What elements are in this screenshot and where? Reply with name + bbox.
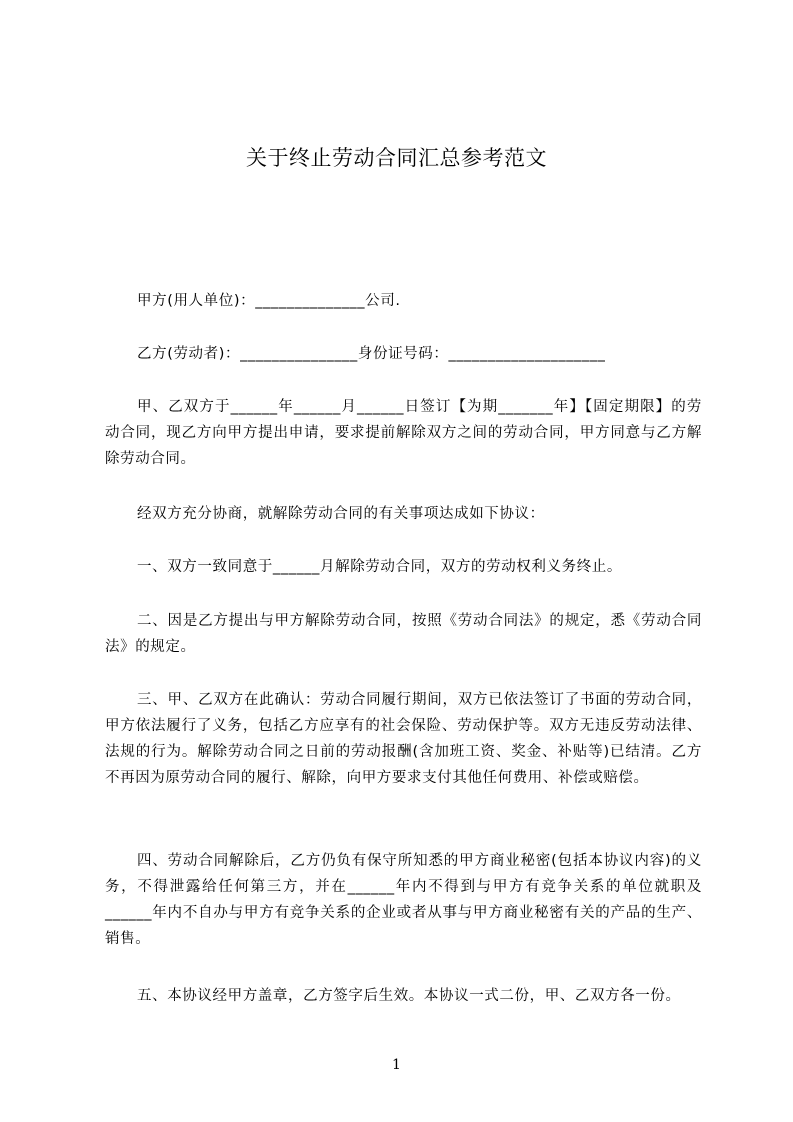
page-number: 1 — [392, 1057, 401, 1073]
document-title: 关于终止劳动合同汇总参考范文 — [246, 146, 547, 170]
clause-4-paragraph: 四、劳动合同解除后，乙方仍负有保守所知悉的甲方商业秘密(包括本协议内容)的义务，不得泄露给任何第三方，并在______年内不得到与甲方有竞争关系的单位就职及______年内不自办与甲方有竞争关系的企业或者从事与甲方商业秘密有关的产品的生产、销售。 — [105, 853, 702, 947]
negotiation-paragraph: 经双方充分协商，就解除劳动合同的有关事项达成如下协议： — [137, 506, 545, 522]
clause-3-paragraph: 三、甲、乙双方在此确认：劳动合同履行期间，双方已依法签订了书面的劳动合同，甲方依法履行了义务，包括乙方应享有的社会保险、劳动保护等。双方无违反劳动法律、法规的行为。解除劳动合同之日前的劳动报酬(含加班工资、奖金、补贴等)已结清。乙方不再因为原劳动合同的履行、解除，向甲方要求支付其他任何费用、补偿或赔偿。 — [105, 692, 702, 786]
clause-2-paragraph: 二、因是乙方提出与甲方解除劳动合同，按照《劳动合同法》的规定，悉《劳动合同法》的规定。 — [105, 613, 702, 655]
party-b-line: 乙方(劳动者)：_______________身份证号码：____________________ — [137, 346, 606, 362]
contract-intro-paragraph: 甲、乙双方于______年______月______日签订【为期_______年】【固定期限】的劳动合同，现乙方向甲方提出申请，要求提前解除双方之间的劳动合同，甲方同意与乙方解除劳动合同。 — [105, 399, 702, 467]
clause-5-paragraph: 五、本协议经甲方盖章，乙方签字后生效。本协议一式二份，甲、乙双方各一份。 — [137, 988, 681, 1004]
clause-1-paragraph: 一、双方一致同意于______月解除劳动合同，双方的劳动权利义务终止。 — [137, 559, 622, 575]
party-a-line: 甲方(用人单位)：______________公司. — [137, 293, 401, 309]
